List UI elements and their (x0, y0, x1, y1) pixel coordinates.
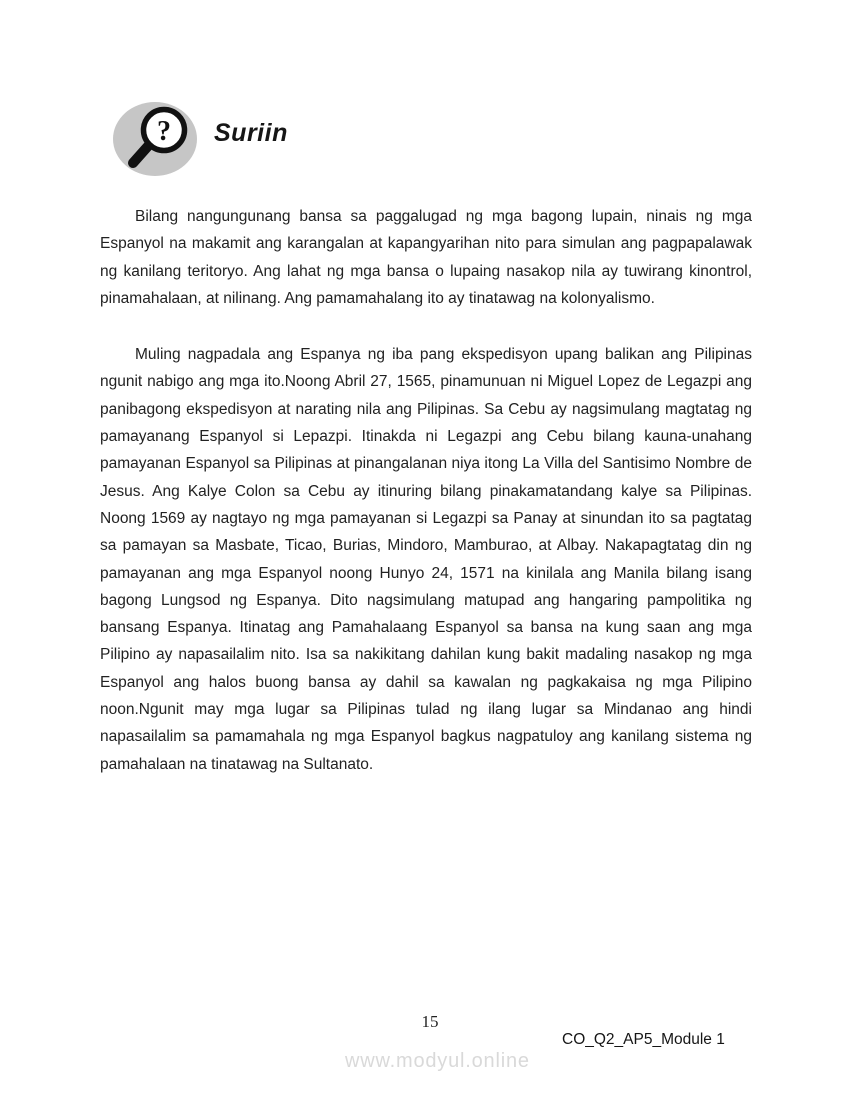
module-code: CO_Q2_AP5_Module 1 (562, 1031, 725, 1048)
page-number: 15 (421, 1012, 439, 1031)
body-text (100, 203, 752, 778)
paragraph-1: Bilang nangungunang bansa sa paggalugad ng mga bagong lupain, ninais ng mga Espanyol na makamit ang karangalan at kapangyarihan nito para simulan ang pagpapalawak ng kanilang teritoryo. Ang lahat ng mga bansa o lupaing nasakop nila ay tuwirang kinontrol, pinamahalaan, at nilinang. Ang pamamahalang ito ay tinatawag na kolonyalismo. (100, 208, 752, 307)
watermark-text: www.modyul.online (345, 1050, 530, 1072)
paragraph-2: Muling nagpadala ang Espanya ng iba pang ekspedisyon upang balikan ang Pilipinas ngunit nabigo ang mga ito.Noong Abril 27, 1565, pinamunuan ni Miguel Lopez de Legazpi ang panibagong ekspedisyon at narating nila ang Pilipinas. Sa Cebu ay nagsimulang magtatag ng pamayanang Espanyol si Lepazpi. Itinakda ni Legazpi ang Cebu bilang kauna-unahang pamayanan Espanyol sa Pilipinas at pinangalanan niya itong La Villa del Santisimo Nombre de Jesus. Ang Kalye Colon sa Cebu ay itinuring bilang pinakamatandang kalye sa Pilipinas. Noong 1569 ay nagtayo ng mga pamayanan si Legazpi sa Panay at sinundan ito sa pagtatag sa pamayan sa Masbate, Ticao, Burias, Mindoro, Mamburao, at Albay. Nakapagtatag din ng pamayanan ang mga Espanyol noong Hunyo 24, 1571 na kinilala ang Manila bilang isang bagong Lungsod ng Espanya. Dito nagsimulang matupad ang hangaring pampolitika ng bansang Espanya. Itinatag ang Pamahalaang Espanyol sa bansa na kung saan ang mga Pilipino ay napasailalim nito. Isa sa nakikitang dahilan kung bakit madaling nasakop ng mga Espanyol ang halos buong bansa ay dahil sa kawalan ng pagkakaisa ng mga Pilipino noon.Ngunit may mga lugar sa Pilipinas tulad ng ilang lugar sa Mindanao ang hindi napasailalim sa pamamahala ng mga Espanyol bagkus nagpatuloy ang kanilang sistema ng pamahalaan na tinatawag na Sultanato. (100, 346, 752, 773)
question-mark-glyph: ? (157, 116, 171, 147)
magnifier-question-icon (112, 101, 198, 177)
page-title: Suriin (214, 119, 288, 147)
